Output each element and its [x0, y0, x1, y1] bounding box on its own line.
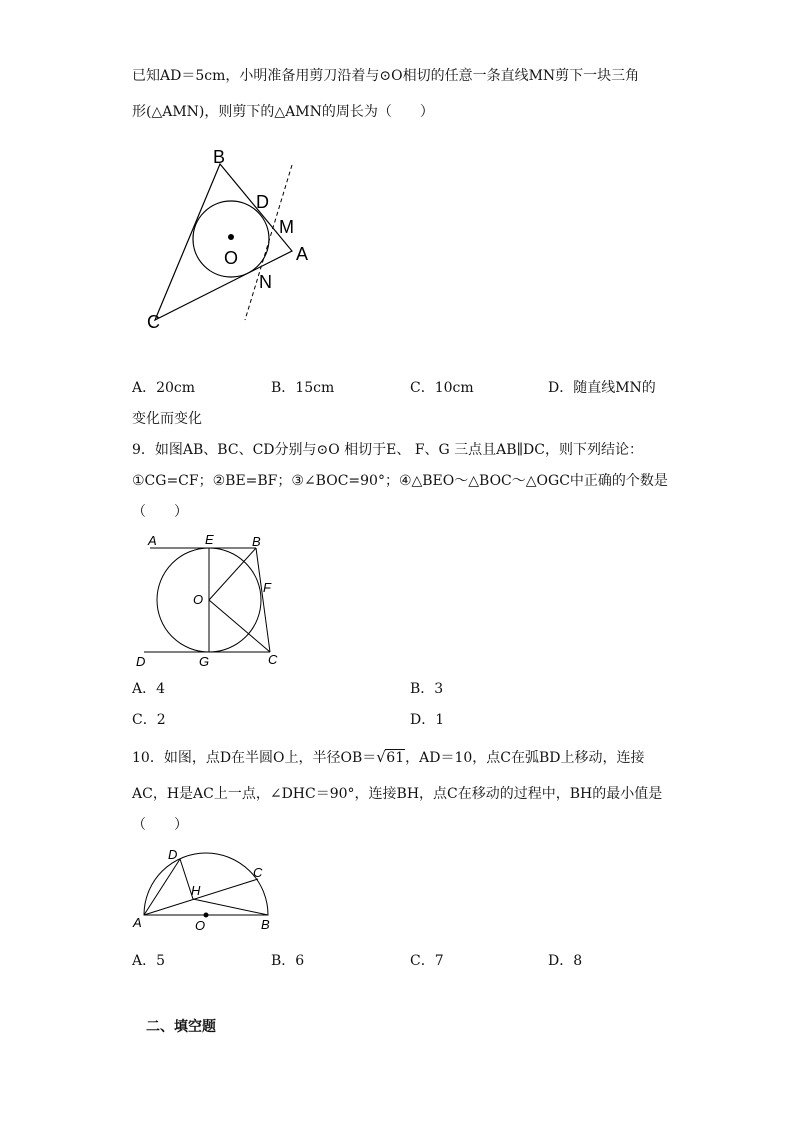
q10-line-hb — [193, 899, 268, 915]
q8-label-a: A — [296, 244, 309, 264]
q10-label-a: A — [133, 915, 142, 930]
q9-line-ob — [209, 548, 256, 600]
q10-label-d: D — [168, 847, 178, 862]
q9-label-e: E — [205, 532, 214, 547]
q9-option-c: C．2 — [132, 712, 166, 728]
q9-label-o: O — [193, 592, 204, 607]
q9-label-f: F — [263, 580, 271, 595]
q8-label-c: C — [147, 312, 160, 332]
q10-option-c: C．7 — [410, 953, 444, 969]
q8-figure — [135, 140, 335, 340]
q10-label-h: H — [191, 883, 201, 898]
q10-stem-line1-a: 10．如图，点D在半圆O上，半径OB＝ — [132, 750, 377, 766]
q10-center-dot — [204, 913, 209, 918]
q9-label-d: D — [136, 654, 146, 669]
q8-stem-line2: 形(△AMN)，则剪下的△AMN的周长为（ ） — [132, 104, 434, 120]
q9-label-g: G — [199, 654, 210, 669]
q10-semicircle — [144, 853, 268, 915]
q10-label-c: C — [253, 865, 263, 880]
radical-sign-icon: √ — [376, 748, 386, 766]
q9-figure — [130, 530, 290, 672]
q8-option-d-cont: 变化而变化 — [132, 411, 202, 427]
q9-label-a: A — [148, 533, 157, 548]
q9-stem-line2: ①CG=CF；②BE=BF；③∠BOC=90°；④△BEO～△BOC～△OGC中正确的个数是 — [132, 473, 668, 489]
q10-label-o: O — [195, 918, 206, 933]
q8-label-n: N — [259, 272, 272, 292]
q9-option-a: A．4 — [132, 681, 166, 697]
q9-option-d: D．1 — [410, 712, 445, 728]
q9-stem-line3: （ ） — [132, 504, 188, 520]
q10-option-b: B．6 — [271, 953, 305, 969]
q8-triangle-abc — [155, 164, 292, 320]
q9-option-b: B．3 — [410, 681, 444, 697]
q10-stem-line2: AC，H是AC上一点，∠DHC＝90°，连接BH，点C在移动的过程中，BH的最小值是 — [132, 786, 663, 802]
q10-figure — [128, 843, 278, 933]
q8-option-c: C．10cm — [410, 380, 474, 396]
q10-stem-line1-b: ，AD＝10，点C在弧BD上移动，连接 — [405, 750, 645, 766]
q10-option-a: A．5 — [132, 953, 166, 969]
q8-option-d: D．随直线MN的 — [548, 380, 656, 396]
q9-label-b: B — [252, 534, 261, 549]
q10-sqrt — [376, 748, 405, 768]
q8-stem-line1: 已知AD＝5cm，小明准备用剪刀沿着与⊙O相切的任意一条直线MN剪下一块三角 — [132, 68, 640, 84]
q10-label-b: B — [261, 917, 270, 932]
q8-option-b: B．15cm — [271, 380, 335, 396]
q10-option-d: D．8 — [548, 953, 583, 969]
q10-stem-line3: （ ） — [132, 817, 188, 833]
section-heading: 二、填空题 — [146, 1019, 216, 1035]
q8-option-a: A．20cm — [132, 380, 196, 396]
q8-label-d: D — [256, 192, 269, 212]
q10-line-ad — [144, 859, 180, 915]
q9-line-bc — [256, 548, 270, 652]
q8-center-dot — [228, 234, 234, 240]
q8-label-b: B — [213, 147, 226, 167]
q8-label-o: O — [224, 248, 239, 268]
q9-stem-line1: 9．如图AB、BC、CD分别与⊙O 相切于E、 F、G 三点且AB∥DC，则下列结论： — [132, 442, 643, 458]
q8-label-m: M — [279, 217, 294, 237]
q10-stem-line1 — [132, 748, 645, 768]
q10-sqrt-value: 61 — [386, 750, 405, 766]
q9-label-c: C — [268, 652, 278, 667]
